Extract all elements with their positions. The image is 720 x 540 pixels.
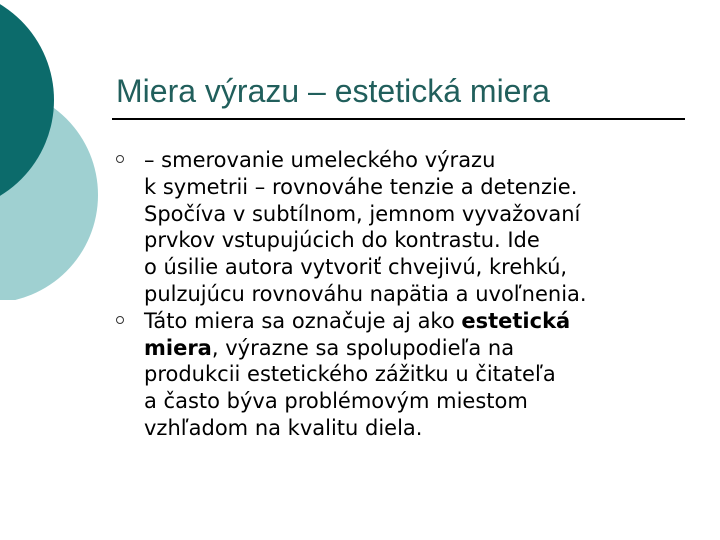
bullet-list [116,147,686,442]
text-line: produkcii estetického zážitku u čitateľa [144,362,556,387]
title-divider [112,118,685,120]
slide-title: Miera výrazu – estetická miera [116,73,550,109]
text-line [144,335,686,362]
bold-term: miera [144,335,212,360]
text-line [144,308,686,335]
text-line: vzhľadom na kvalitu diela. [144,415,423,440]
text-line: k symetrii – rovnováhe tenzie a detenzie. [144,174,578,199]
list-item [116,147,686,308]
hollow-circle-bullet-icon [116,316,124,324]
text-segment: , výrazne sa spolupodieľa na [211,335,515,360]
bold-term: estetická [461,308,571,333]
text-line: o úsilie autora vytvoriť chvejivú, krehkú, [144,255,568,280]
hollow-circle-bullet-icon [116,155,124,163]
list-item [116,308,686,442]
decorative-circles [0,0,120,300]
text-segment: Táto miera sa označuje aj ako [144,308,462,333]
text-line: Spočíva v subtílnom, jemnom vyvažovaní [144,201,581,226]
text-line: – smerovanie umeleckého výrazu [144,148,496,172]
text-line: pulzujúcu rovnováhu napätia a uvoľnenia. [144,281,587,306]
text-line: a často býva problémovým miestom [144,389,528,414]
text-line: prvkov vstupujúcich do kontrastu. Ide [144,228,540,253]
